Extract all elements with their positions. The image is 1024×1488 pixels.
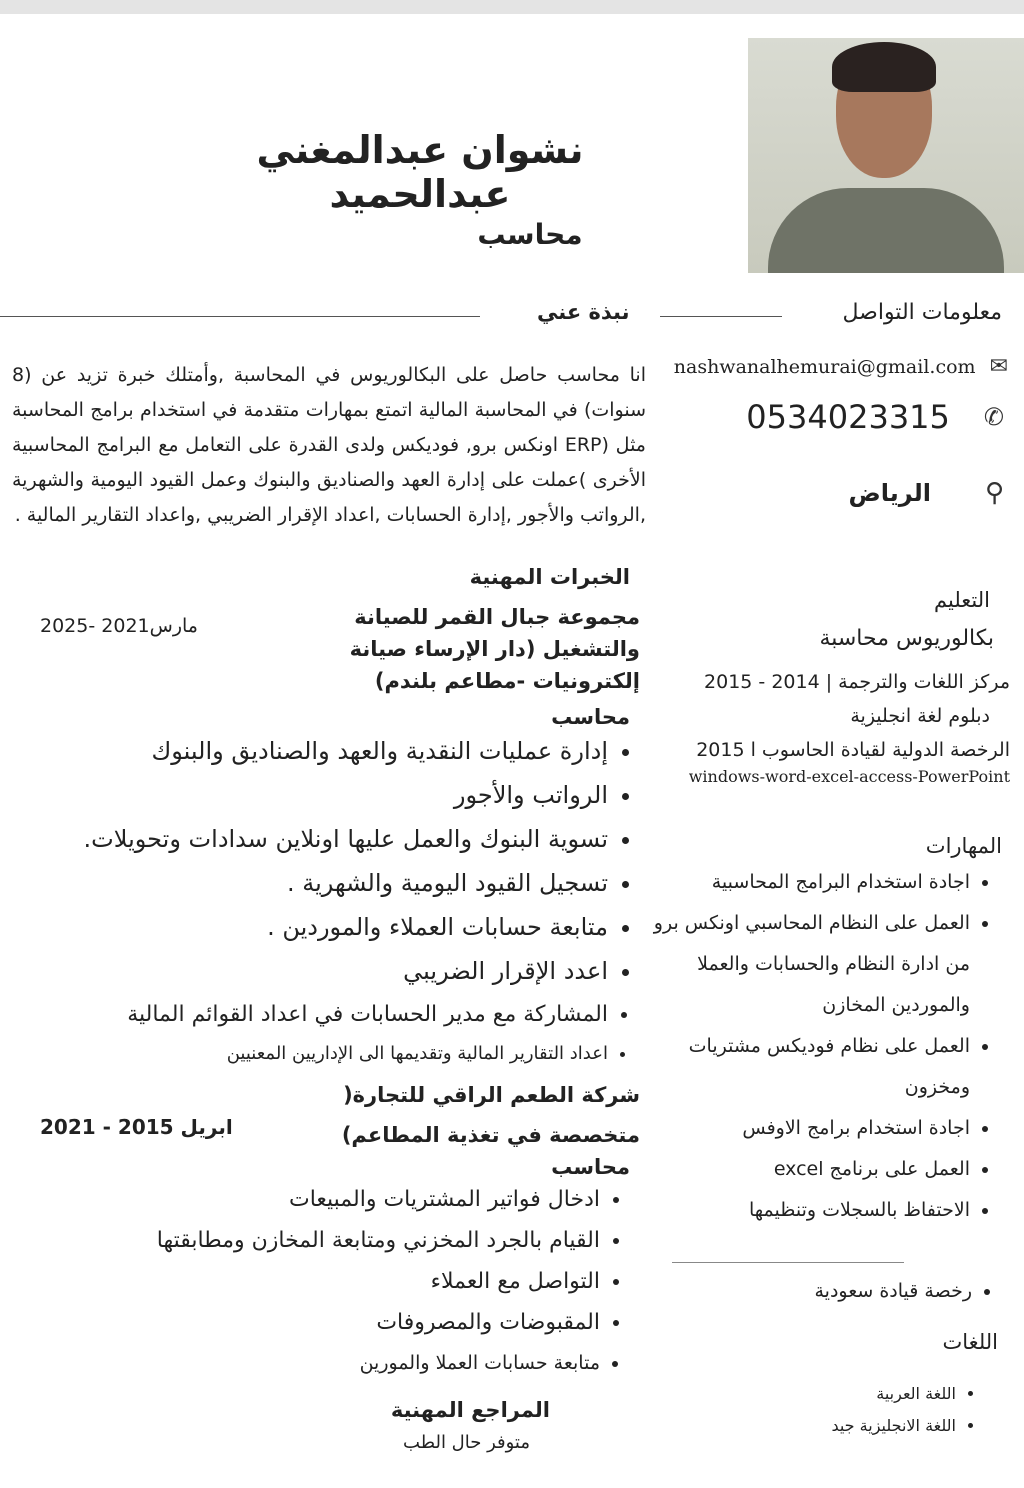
about-text: انا محاسب حاصل على البكالوريوس في المحاسبة ,وأمتلك خبرة تزيد عن (8 سنوات) في المحاسبة المالية اتمتع بمهارات متقدمة في استخدام برامج المحاسبة مثل (ERP اونكس برو, فوديكس ولدى القدرة على التعامل مع البرامج المحاسبية الأخرى )عملت على إدارة العهد والصناديق والبنوك وعمل القيود اليومية والشهرية ,الرواتب والأجور ,إدارة الحسابات ,اعداد الإقرار الضريبي ,واعداد التقارير المالية . [12,364,646,526]
language: • اللغة العربية [650,1378,956,1410]
city: الرياض [848,479,931,507]
license-list [650,1280,1010,1302]
task: • المشاركة مع مدير الحسابات في اعداد القوائم المالية [20,993,608,1037]
skill: • العمل على نظام فوديكس مشتريات ومخزون [650,1026,970,1108]
email[interactable]: nashwanalhemurai@gmail.com [673,355,976,378]
languages-list [650,1378,1010,1442]
task: • اعدد الإقرار الضريبي [20,949,608,993]
period: ابريل 2015 - 2021 [40,1115,233,1139]
skill: • العمل على برنامج excel [650,1149,970,1190]
task: • التواصل مع العملاء [20,1261,600,1302]
role: محاسب [551,1155,630,1179]
education-item: الرخصة الدولية لقيادة الحاسوب ا 2015 [696,739,1010,761]
skill: • اجادة استخدام البرامج المحاسبية [650,862,970,903]
skill: • الاحتفاظ بالسجلات وتنظيمها [650,1190,970,1231]
about-heading: نبذة عني [537,300,630,324]
references-text: متوفر حال الطب [403,1432,530,1453]
education-heading: التعليم [934,588,990,612]
task: • متابعة حسابات العملا والمورين [20,1343,600,1384]
task: • متابعة حسابات العملاء والموردين . [20,905,608,949]
skill: • العمل على النظام المحاسبي اونكس برو من ادارة النظام والحسابات والعملا والموردين المخازن [650,903,970,1026]
job-header [20,601,640,697]
language: • اللغة الانجليزية جيد [650,1410,956,1442]
task: • الرواتب والأجور [20,773,608,817]
map-pin-icon: ⚲ [984,478,1004,508]
education-item: مركز اللغات والترجمة | 2014 - 2015 [704,671,1010,693]
divider [672,1262,904,1263]
envelope-icon: ✉ [989,354,1008,379]
full-name: نشوان عبدالمغني عبدالحميد [256,128,584,216]
task: • تسجيل القيود اليومية والشهرية . [20,861,608,905]
experience-heading: الخبرات المهنية [469,565,630,589]
job-header [20,1075,640,1155]
phone-icon: ✆ [983,403,1004,431]
license: • رخصة قيادة سعودية [650,1280,972,1302]
company: مجموعة جبال القمر للصيانة والتشغيل (دار الإرساء صيانة إلكترونيات -مطاعم بلندم) [349,605,640,693]
task-list [20,1179,640,1384]
software-list: windows-word-excel-access-PowerPoint [688,767,1010,786]
period: مارس2021 -2025 [40,615,198,637]
task: • إدارة عمليات النقدية والعهد والصناديق والبنوك [20,729,608,773]
task: • ادخال فواتير المشتريات والمبيعات [20,1179,600,1220]
role: محاسب [551,705,630,729]
skills-heading: المهارات [925,834,1002,858]
task: • القيام بالجرد المخزني ومتابعة المخازن ومطابقتها [20,1220,600,1261]
phone[interactable]: 0534023315 [746,398,950,436]
task: • تسوية البنوك والعمل عليها اونلاين سدادات وتحويلات. [20,817,608,861]
task-list [20,729,640,1071]
education-item: دبلوم لغة انجليزية [850,705,990,727]
job-title: محاسب [477,218,583,251]
experience-section [20,565,640,1453]
education-section [650,588,1010,786]
skills-section [650,834,1010,1231]
references-heading: المراجع المهنية [390,1398,550,1422]
contact-heading: معلومات التواصل [842,300,1002,325]
degree: بكالوريوس محاسبة [819,626,994,651]
divider [660,316,782,317]
divider [0,316,480,317]
languages-heading: اللغات [942,1330,998,1354]
phone-row [746,398,1004,436]
skills-list [650,862,1010,1231]
location-row [848,478,1004,508]
task: • اعداد التقارير المالية وتقديمها الى الإداريين المعنيين [20,1037,608,1071]
top-bar [0,0,1024,14]
profile-photo [748,38,1024,273]
skill: • اجادة استخدام برامج الاوفس [650,1108,970,1149]
task: • المقبوضات والمصروفات [20,1302,600,1343]
email-row [674,354,1008,379]
company: شركة الطعم الراقي للتجارة( متخصصة في تغذية المطاعم) [341,1083,640,1147]
